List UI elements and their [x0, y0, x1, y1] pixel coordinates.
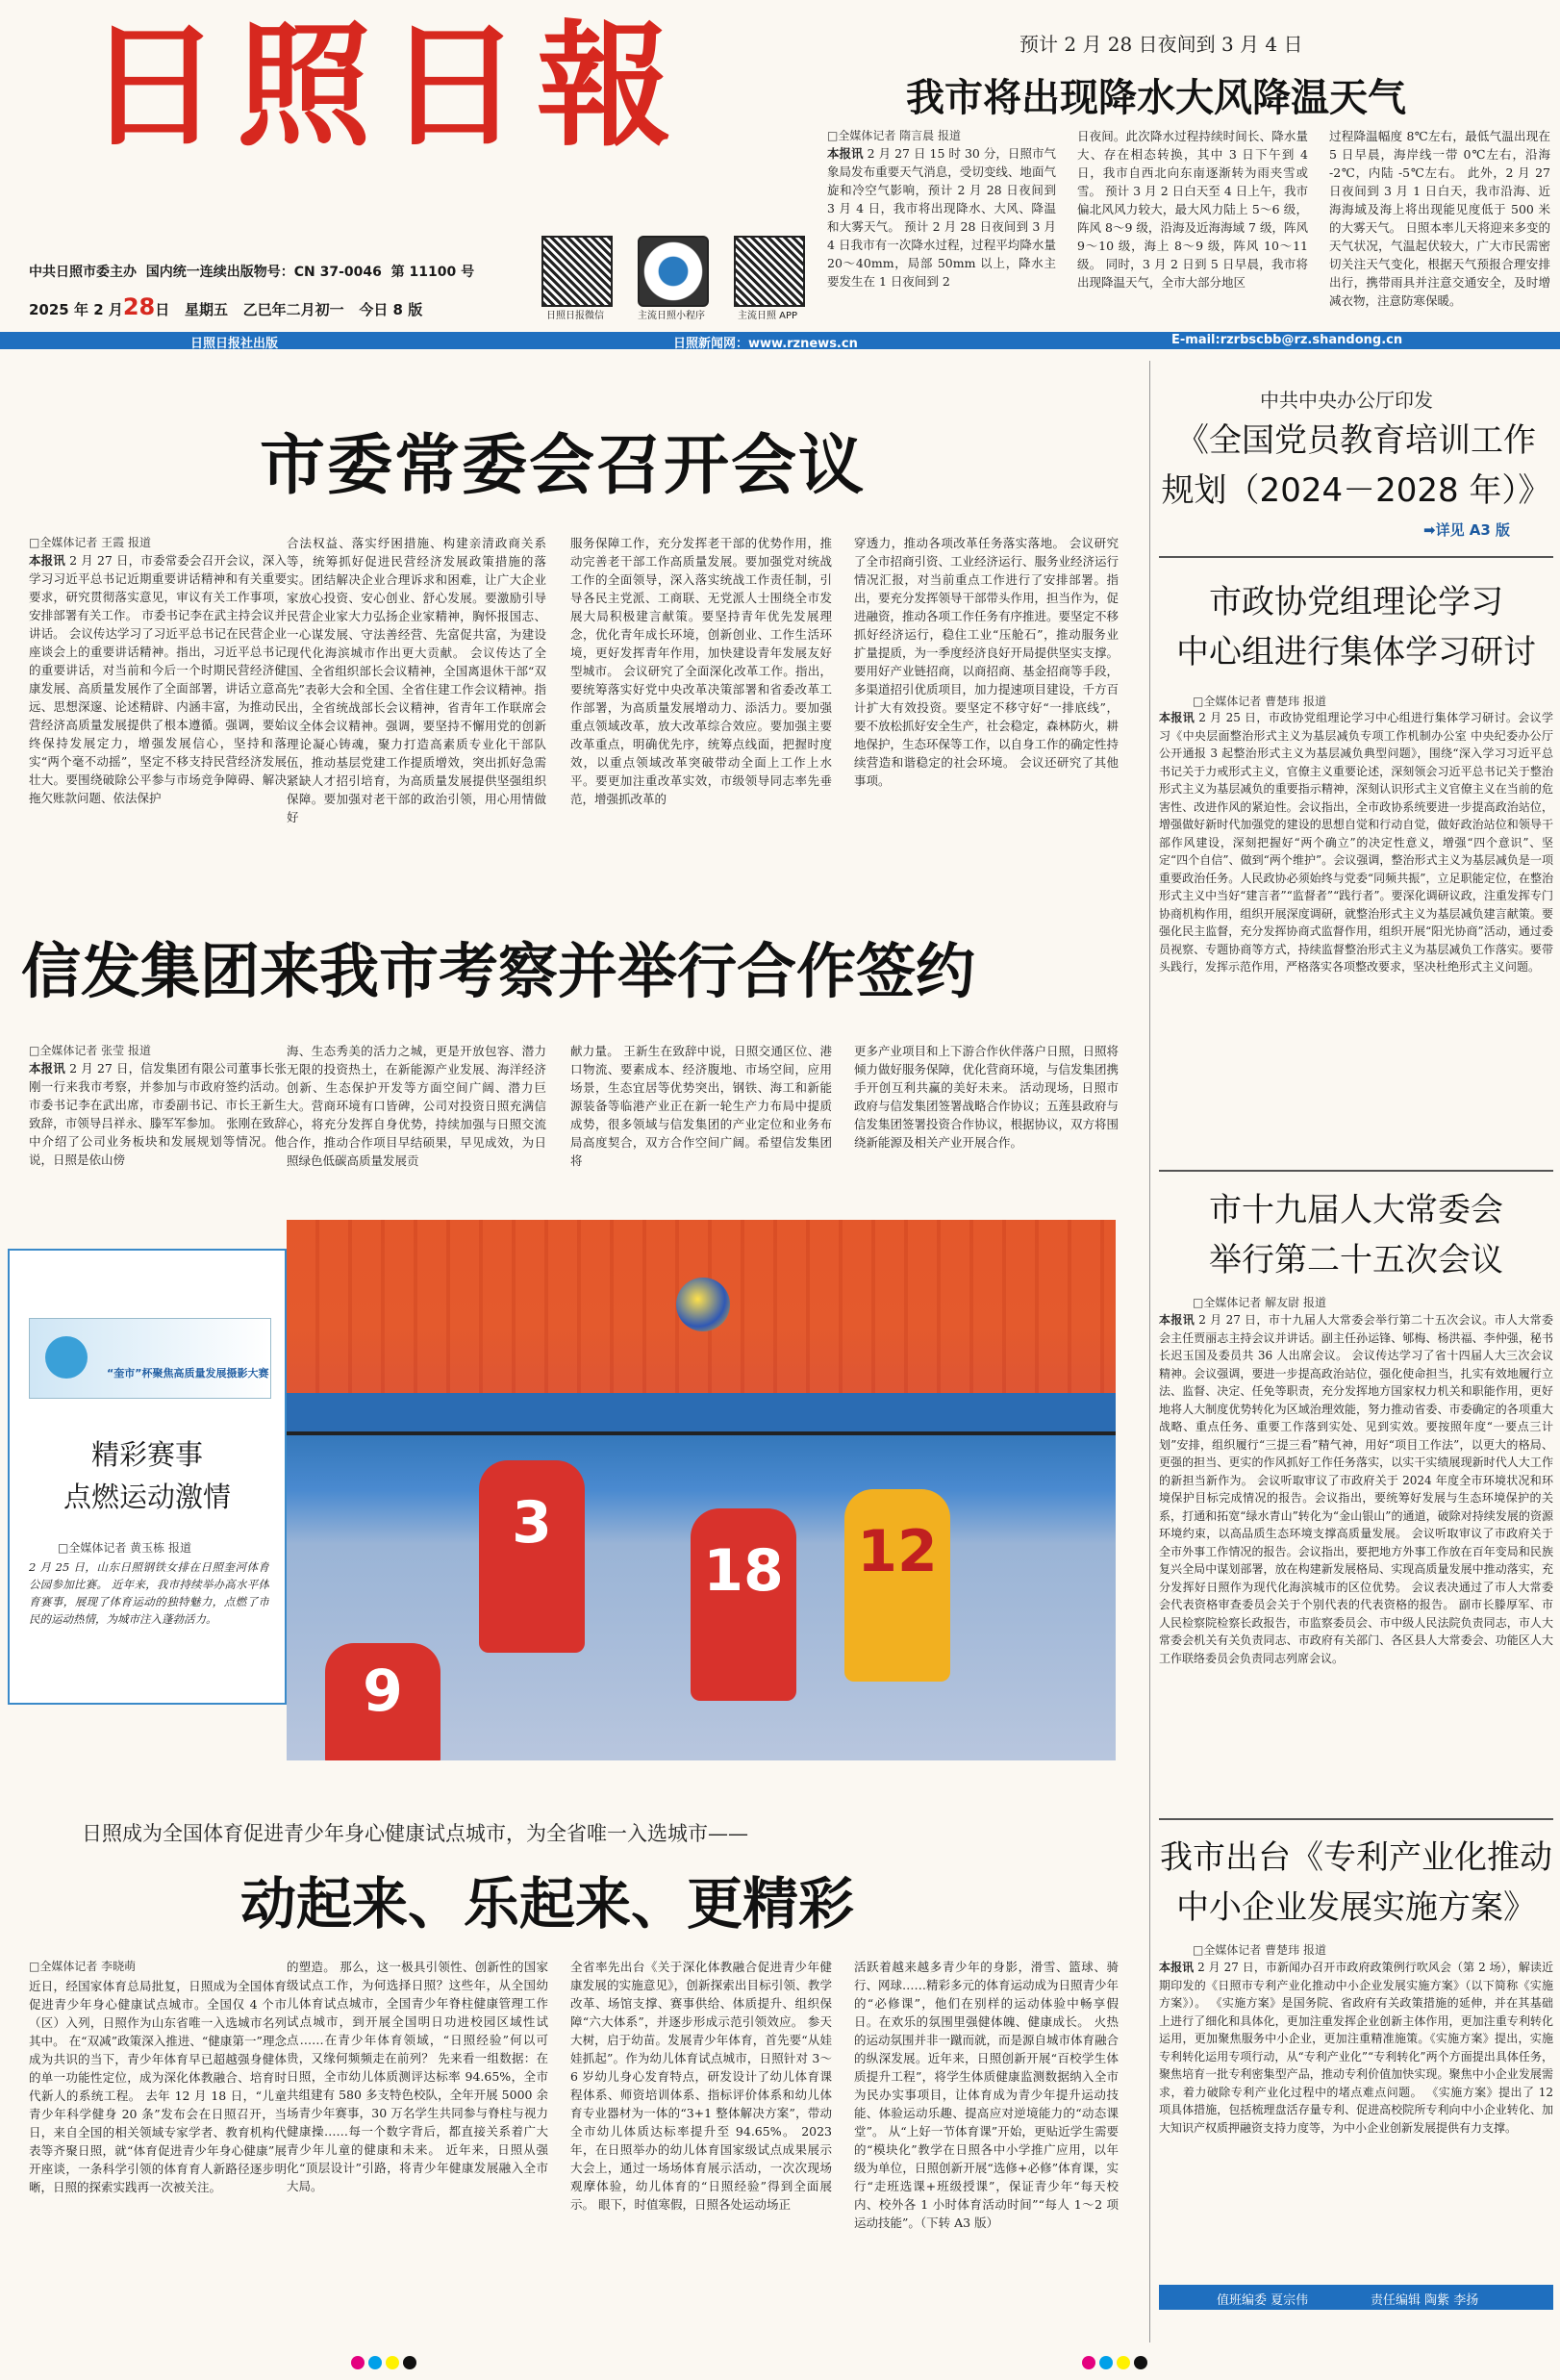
meeting-col-1: [29, 551, 287, 845]
divider: [1159, 556, 1553, 558]
divider: [1159, 1818, 1553, 1820]
color-registration-marks: [1082, 2355, 1151, 2373]
date-year: 2025 年 2 月: [29, 301, 123, 318]
date-day: 28: [122, 293, 156, 320]
cppcc-title: [1159, 577, 1553, 677]
xinfa-byline: □全媒体记者 张莹 报道: [29, 1044, 151, 1057]
lead: 本报讯: [1159, 1961, 1195, 1974]
yellow-dot: [1117, 2356, 1130, 2369]
party-doc-title: [1159, 416, 1553, 516]
column-divider: [1149, 361, 1150, 2342]
see-page-link[interactable]: ➡详见 A3 版: [1423, 521, 1511, 539]
patent-text: 2 月 27 日，市新闻办召开市政府政策例行吹风会（第 2 场），解读近期印发的《日照市专利产业化推动中小企业发展实施方案》（以下简称《实施方案》）。 《实施方案》是国务院、省政府有关政策措施的延伸，并在其基础上进行了细化和具体化，更加注重发挥企业创新主体作用，更加注重专利转化运用，更加聚焦服务中小企业，更加注重精准施策。《实施方案》提出，实施专利转化运用专项行动，从“专利产业化”“专利转化”两个方面提出具体任务，聚焦培育一批专利密集型产品，推动专利价值加快实现。聚焦中小企业发展需求，着力破除专利产业化过程中的堵点难点问题。 《实施方案》提出了 12 项具体措施，包括梳理盘活存量专利、促进高校院所专利向中小企业转化、加大知识产权质押融资支持力度等，为中小企业创新发展提供有力支撑。: [1159, 1961, 1553, 2135]
editor-footer: [1159, 2285, 1553, 2310]
player-jersey: 9: [325, 1643, 440, 1760]
cppcc-text: 2 月 25 日，市政协党组理论学习中心组进行集体学习研讨。会议学习《中央层面整治形式主义为基层减负专项工作机制办公室 中央纪委办公厅公开通报 3 起整治形式主义为基层减负典型问题》，围绕“深入学习习近平总书记关于力戒形式主义，官僚主义重要论述，深刻领会习近平总书记关于整治形式主义为基层减负的重要指示精神，深刻认识形式主义官僚主义在当前的危害性、改进作风的紧迫性。会议指出，全市政协系统要进一步提高政治站位，增强做好新时代加强党的建设的思想自觉和行动自觉，做好政治站位和领导干部作风建设，深刻把握好“两个确立”的决定性意义，增强“四个意识”、坚定“四个自信”、做到“两个维护”。会议强调，整治形式主义为基层减负是一项重要政治任务。人民政协必须始终与党委“同频共振”，立足职能定位，在整治形式主义中当好“建言者”“监督者”“践行者”。要深化调研议政，注重发挥专门协商机构作用，组织开展深度调研，就整治形式主义为基层减负建言献策。要强化民主监督，充分发挥协商式监督作用，组织开展“阳光协商”活动，通过委员视察、专题协商等方式，持续监督整治形式主义为基层减负工作落实。要带头践行，发挥示范作用，严格落实各项整改要求，坚决杜绝形式主义问题。: [1159, 711, 1553, 974]
yellow-dot: [386, 2356, 399, 2369]
cppcc-title-2: 中心组进行集体学习研讨: [1176, 633, 1536, 671]
volleyball-icon: [676, 1278, 730, 1331]
patent-title-1: 我市出台《专利产业化推动: [1160, 1838, 1552, 1877]
lead: 本报讯: [29, 1061, 65, 1076]
weather-text-1: 2 月 27 日 15 时 30 分，日照市气象局发布重要天气消息，受切变线、地面气旋和冷空气影响，预计 2 月 28 日夜间到 3 月 4 日，我市将出现降水、大风、降温和大雾天气。 预计 2 月 28 日夜间到 3 月 4 日我市有一次降水过程，过程平均降水量 20～40mm，局部 50mm 以上，降水主要发生在 1 日夜间到 2: [827, 146, 1056, 289]
publisher: 日照日报社出版: [190, 337, 279, 351]
meeting-headline: 市委常委会召开会议: [260, 428, 867, 504]
party-doc-kicker: 中共中央办公厅印发: [1260, 389, 1433, 412]
youth-kicker: 日照成为全国体育促进青少年身心健康试点城市，为全省唯一入选城市——: [82, 1822, 748, 1845]
youth-col-2: 的塑造。 那么，这一极具引领性、创新性的国家级试点工作，为何选择日照？这些年，从全国幼儿体育试点城市，全国青少年脊柱健康管理工作试点城市，到开展全国明日功进校园区域性试点……在青少年体育领域，“日照经验”何以可贵，又缘何频频走在前列？ 先来看一组数据：在日照，全市幼儿体质测评达标率 94.65%，全市共组建有 580 多支特色校队，全年开展 5000 余场青少年赛事，30 万名学生共同参与脊柱与视力健康操……每一个数字背后，都直接关系着广大青少年儿童的健康和未来。 近年来，日照从强化“顶层设计”引路，将青少年健康发展融入全市大局。: [287, 1960, 548, 2193]
responsible-editor: 责任编辑 陶紫 李扬: [1371, 2293, 1479, 2308]
party-doc-title-2: 规划（2024－2028 年）》: [1161, 471, 1551, 510]
weather-headline: 我市将出现降水大风降温天气: [906, 76, 1406, 120]
xinfa-col-4: 更多产业项目和上下游合作伙伴落户日照，日照将倾力做好服务保障，优化营商环境，与信发集团携手开创互利共赢的美好未来。 活动现场，日照市政府与信发集团签署战略合作协议；五莲县政府与信发集团签署投资合作协议，根据协议，双方将围绕新能源及相关产业开展合作。: [854, 1044, 1119, 1150]
sponsor: 中共日照市委主办: [29, 265, 137, 280]
player-jersey: 18: [691, 1508, 796, 1701]
qr-label: 主流日照小程序: [638, 311, 705, 321]
youth-col-1: 近日，经国家体育总局批复，日照成为全国体育促进青少年身心健康试点城市。全国仅 4 个市（区）入列，日照作为山东省唯一入选城市名列其中。 在“双减”政策深入推进、“健康第一”理念成为共识的当下，青少年体育早已超越强身健体的单一功能性定位，成为深化体教融合、培育时代新人的系统工程。 去年 12 月 18 日，“儿童青少年科学健身 20 条”发布会在日照召开，当日，来自全国的相关领域专家学者、教育机构代表等齐聚日照，就“体育促进青少年身心健康”展开座谈，一条科学引领的体育育人新路径逐步明晰，日照的探索实践再一次被关注。: [29, 1979, 287, 2194]
lead: 本报讯: [1159, 1313, 1195, 1327]
qr-code-icon: [734, 236, 805, 307]
npc-text: 2 月 27 日，市十九届人大常委会举行第二十五次会议。市人大常委会主任贾丽志主持会议并讲话。副主任孙运锋、郇梅、杨洪福、李仲强，秘书长迟玉国及委员共 36 人出席会议。 会议传达学习了省十四届人大三次会议精神。会议强调，要进一步提高政治站位，强化使命担当，扎实有效地履行立法、监督、决定、任免等职责，充分发挥地方国家权力机关和职能作用，更好地将人大制度优势转化为区域治理效能，努力推动省委、市委确定的各项重大战略、重点任务、重要工作落到实处、见到实效。要按照年度“一要点三计划”安排，组织履行“三提三看”精气神，用好“项目工作法”，以更大的格局、更强的担当、更实的作风抓好工作任务落实，以实干实绩展现新时代人大工作的新担当新作为。 会议听取审议了市政府关于 2024 年度全市环境状况和环境保护目标完成情况的报告。会议指出，要统筹好发展与生态环境保护的关系，打通和拓宽“绿水青山”转化为“金山银山”的通道，破除对持续发展的资源环境约束，以高品质生态环境支撑高质量发展。 会议听取审议了市政府关于全市外事工作情况的报告。会议指出，要把地方外事工作放在百年变局和民族复兴全局中谋划部署，放在构建新发展格局、实现高质量发展中推动落实，充分发挥好日照作为现代化海滨城市的区位优势。 会议表决通过了市人大常委会代表资格审查委员会关于个别代表的代表资格的报告。 副市长滕厚军、市人民检察院检察长政报告，市监察委员会、市中级人民法院负责同志，市人大常委会机关有关负责同志、市政府有关部门、各区县人大常委会、功能区人大工作联络委员会负责同志列席会议。: [1159, 1313, 1553, 1665]
cn-number: 国内统一连续出版物号：CN 37-0046: [145, 265, 382, 280]
weather-col-3: 过程降温幅度 8℃左右，最低气温出现在 5 日早晨，海岸线一带 0℃左右，沿海 -2℃，内陆 -5℃左右。 此外，2 月 27 日夜间到 3 月 1 日白天，我市沿海、近海海域及海上将出现能见度低于 500 米的大雾天气。 日照本率儿天将迎来多变的天气状况，气温起伏较大，广大市民需密切关注天气变化，根据天气预报合理安排出行，携带雨具并注意交通安全，及时增减衣物，注意防寒保暖。: [1329, 129, 1550, 308]
camera-icon: [45, 1336, 88, 1379]
email-link[interactable]: E-mail:rzrbscbb@rz.shandong.cn: [1171, 333, 1403, 347]
cppcc-byline: □全媒体记者 曹楚玮 报道: [1193, 695, 1326, 708]
party-doc-title-1: 《全国党员教育培训工作: [1176, 421, 1536, 460]
npc-title: [1159, 1185, 1553, 1285]
black-dot: [403, 2356, 416, 2369]
divider: [1159, 1170, 1553, 1172]
patent-title-2: 中小企业发展实施方案》: [1176, 1888, 1536, 1927]
npc-byline: □全媒体记者 解友尉 报道: [1193, 1296, 1326, 1309]
xinfa-col-1: [29, 1059, 287, 1199]
npc-body: [1159, 1311, 1553, 1810]
qr-wechat[interactable]: [527, 236, 623, 321]
weather-col-1: [827, 144, 1056, 327]
xinfa-col-2: 海、生态秀美的活力之城，更是开放包容、潜力无限的投资热土，在新能源产业发展、海洋经济创新、生态保护开发等方面空间广阔、潜力巨大。营商环境有口皆碑，公司对投资日照充满信心，将充分发挥自身优势，持续加强与日照交流合作，推动合作项目早结硕果，早见成效，为日照绿色低碳高质量发展贡: [287, 1044, 546, 1168]
cyan-dot: [368, 2356, 382, 2369]
volleyball-photo: [287, 1220, 1116, 1760]
miniapp-code-icon: [638, 236, 709, 307]
meeting-col-3: 服务保障工作，充分发挥老干部的优势作用，推动完善老干部工作高质量发展。要加强党对统战工作的全面领导，深入落实统战工作责任制，引导各民主党派、工商联、无党派人士围绕全市发展大局积极建言献策。要坚持青年优先发展理念，优化青年成长环境，创新创业、工作生活环境，更好发挥青年作用，加快建设青年发展友好型城市。 会议研究了全面深化改革工作。指出，要统筹落实好党中央改革决策部署和省委改革工作部署，为高质量发展增动力、添活力。要加强重点领域改革，放大改革综合效应。要加强主要改革重点，明确优先序，统筹点线面，把握时度效，以重点领域改革突破带动全面上工作上水平。要更加注重改革实效，市级领导同志率先垂范，增强抓改革的: [570, 536, 832, 806]
weather-byline: □全媒体记者 隋言晨 报道: [827, 129, 961, 142]
meeting-text-1: 2 月 27 日，市委常委会召开会议，深入学习习近平总书记近期重要讲话精神和有关重要要求，研究贯彻落实意见，审议有关工作事项，安排部署有关工作。 市委书记李在武主持会议并讲话。 会议传达学习了习近平总书记在民营企业座谈会上的重要讲话精神。指出，习近平总书记的重要讲话，对当前和今后一个时期民营经济健康发展、高质量发展作了全面部署，讲话立意高远、思想深邃、论述精辟、内涵丰富，为推动民营经济高质量发展提供了根本遵循。强调，要始终保持发展定力，增强发展信心，坚持和落实“两个毫不动摇”，坚定不移支持民营经济发展壮大。要围绕破除公平参与市场竞争障碍、解决拖欠账款问题、依法保护: [29, 553, 287, 805]
npc-title-1: 市十九届人大常委会: [1209, 1191, 1503, 1229]
contest-name: “奎市”杯聚焦高质量发展摄影大赛: [107, 1367, 269, 1380]
patent-body: [1159, 1959, 1553, 2276]
issue-number: 第 11100 号: [390, 265, 475, 280]
cppcc-title-1: 市政协党组理论学习: [1209, 583, 1503, 621]
xinfa-col-3: 献力量。 王新生在致辞中说，日照交通区位、港口物流、要素成本、经济腹地、市场空间，应用场景，生态宜居等优势突出，钢铁、海工和新能源装备等临港产业正在新一轮生产力布局中提质成势，很多领域与信发集团的产业定位和业务布局高度契合，双方合作空间广阔。希望信发集团将: [570, 1044, 832, 1168]
net: [287, 1431, 1116, 1435]
lead: 本报讯: [29, 553, 65, 568]
qr-label: 主流日照 APP: [737, 311, 798, 321]
youth-col-3: 全省率先出台《关于深化体教融合促进青少年健康发展的实施意见》，创新探索出目标引领、教学改革、场馆支撑、赛事供给、体质提升、组织保障“六大体系”，并逐步形成示范引领效应。 参天大树，启于幼苗。发展青少年体育，首先要“从娃娃抓起”。作为幼儿体育试点城市，日照针对 3～6 岁幼儿身心发育特点，研发设计了幼儿体育课程体系、师资培训体系、指标评价体系和幼儿体育专业器材为一体的“3+1 整体解决方案”，带动全市幼儿体质达标率提升至 94.65%。 2023 年，在日照举办的幼儿体育国家级试点成果展示大会上，通过一场场体育展示活动，一次次现场观摩体验，幼儿体育的“日照经验”得到全面展示。 眼下，时值寒假，日照各处运动场正: [570, 1960, 832, 2212]
ad-board: [287, 1393, 1116, 1431]
weekday: 星期五: [184, 301, 228, 318]
sports-byline: □全媒体记者 黄玉栋 报道: [58, 1541, 191, 1555]
page-count: 今日 8 版: [359, 301, 423, 318]
black-dot: [1134, 2356, 1147, 2369]
cyan-dot: [1099, 2356, 1113, 2369]
qr-app[interactable]: [719, 236, 816, 321]
meeting-byline: □全媒体记者 王霞 报道: [29, 536, 151, 549]
weather-col-2: 日夜间。此次降水过程持续时间长、降水量大、存在相态转换，其中 3 日下午到 4 日，我市自西北向东南逐渐转为雨夹雪或雪。 预计 3 月 2 日白天至 4 日上午，我市偏北风风力较大，最大风力陆上 5～6 级，阵风 8～9 级，沿海及近海海域 7 级，阵风 9～10 级，海上 8～9 级，阵风 10～11 级。 同时，3 月 2 日到 5 日早晨，我市将出现降温天气，全市大部分地区: [1077, 129, 1308, 290]
date-line: [29, 293, 422, 320]
player-jersey: 3: [479, 1460, 585, 1653]
meeting-col-4: 穿透力，推动各项改革任务落实落地。 会议研究了全市招商引资、工业经济运行、服务业经济运行情况汇报，对当前重点工作进行了安排部署。指出，要充分发挥领导干部带头作用，担当作为，促进融资，推动各项工作任务有序推进。要坚定不移抓好经济运行，稳住工业“压舱石”，推动服务业扩量提质，为一季度经济良好开局提供坚实支撑。要用好产业链招商，以商招商、基金招商等手段，多渠道招引优质项目，加力提速项目建设，千方百计扩大有效投资。要坚定不移守好“一排底线”，要不放松抓好安全生产，社会稳定，森林防火，耕地保护，生态环保等工作，以自身工作的确定性持续营造和谐稳定的社会环境。 会议还研究了其他事项。: [854, 536, 1119, 788]
info-band: [0, 332, 1560, 349]
qr-miniapp[interactable]: [623, 236, 719, 321]
sports-title-2: 点燃运动激情: [63, 1481, 231, 1513]
sports-title-1: 精彩赛事: [90, 1438, 203, 1471]
youth-headline: 动起来、乐起来、更精彩: [240, 1871, 855, 1937]
youth-col-4: 活跃着越来越多青少年的身影，滑雪、篮球、骑行、网球……精彩多元的体育运动成为日照青少年的“必修课”，他们在别样的运动体验中畅享假日。在欢乐的氛围里强健体魄、健康成长。 火热的运动氛围并非一蹴而就，而是源自城市体育融合的纵深发展。近年来，日照创新开展“百校学生体质提升工程”，将学生体质健康监测数据纳入全市为民办实事项目，让体育成为青少年提升运动技能、体验运动乐趣、提高应对逆境能力的“动态课堂”。 从“上好一节体育课”开始，更贴近学生需要的“模块化”教学在日照各中小学推广应用，以年级为单位，日照创新开展“选修+必修”体育课，实行“走班选课+班级授课”，保证青少年“每天校内、校外各 1 小时体育活动时间”“每人 1～2 项运动技能”。（下转 A3 版）: [854, 1960, 1119, 2230]
youth-byline: □全媒体记者 李晓萌: [29, 1960, 137, 1973]
magenta-dot: [1082, 2356, 1095, 2369]
masthead-title: 日照日報: [87, 8, 688, 165]
lead: 本报讯: [1159, 711, 1195, 724]
duty-editor: 值班编委 夏宗伟: [1217, 2293, 1309, 2308]
sponsor-line: [29, 262, 474, 281]
cppcc-body: [1159, 709, 1553, 1161]
patent-title: [1159, 1833, 1553, 1933]
sports-sidebox: [8, 1249, 287, 1705]
lunar-date: 乙巳年二月初一: [242, 301, 344, 318]
qr-label: 日照日报微信: [546, 311, 604, 321]
patent-byline: □全媒体记者 曹楚玮 报道: [1193, 1943, 1326, 1957]
magenta-dot: [351, 2356, 365, 2369]
player-jersey: 12: [844, 1489, 950, 1682]
website-link[interactable]: 日照新闻网：www.rznews.cn: [673, 337, 858, 351]
qr-code-icon: [541, 236, 613, 307]
xinfa-headline: 信发集团来我市考察并举行合作签约: [21, 936, 976, 1006]
weather-kicker: 预计 2 月 28 日夜间到 3 月 4 日: [1019, 33, 1303, 56]
meeting-col-2: 合法权益、落实纾困措施、构建亲清政商关系等，统筹抓好促进民营经济发展政策措施的落实。团结解决企业合理诉求和困难，让广大企业家放心投资、安心创业、舒心发展。要激励引导民营企业家大力弘扬企业家精神，胸怀报国志、一心谋发展、守法善经营、先富促共富，为建设现代化海滨城市作出更大贡献。 会议传达了全国、全省组织部长会议精神，全国离退休干部“双先”表彰大会和全国、全省住建工作会议精神。指出，全省统战部长会议精神，省青年工作联席会议全体会议精神。强调，要坚持不懈用党的创新理论凝心铸魂，聚力打造高素质专业化干部队伍，推动基层党建工作提质增效，突出抓好急需紧缺人才招引培育，为高质量发展提供坚强组织保障。要加强对老干部的政治引领，用心用情做好: [287, 536, 546, 824]
sports-title: [10, 1433, 285, 1518]
lead: 本报讯: [827, 146, 864, 161]
npc-title-2: 举行第二十五次会议: [1209, 1241, 1503, 1279]
xinfa-text-1: 2 月 27 日，信发集团有限公司董事长张刚一行来我市考察，并参加与市政府签约活动。市委书记李在武出席，市委副书记、市长王新生致辞，市领导吕祥永、滕军军参加。 张刚在致辞中介绍了公司业务板块和发展规划等情况。他说，日照是依山傍: [29, 1061, 287, 1167]
color-registration-marks: [351, 2355, 420, 2373]
date-suffix: 日: [155, 301, 170, 318]
photo-contest-logo: [29, 1318, 271, 1399]
sports-caption: 2 月 25 日，山东日照钢铁女排在日照奎河体育公园参加比赛。 近年来，我市持续举办高水平体育赛事，展现了体育运动的独特魅力，点燃了市民的运动热情，为城市注入蓬勃活力。: [29, 1560, 269, 1626]
